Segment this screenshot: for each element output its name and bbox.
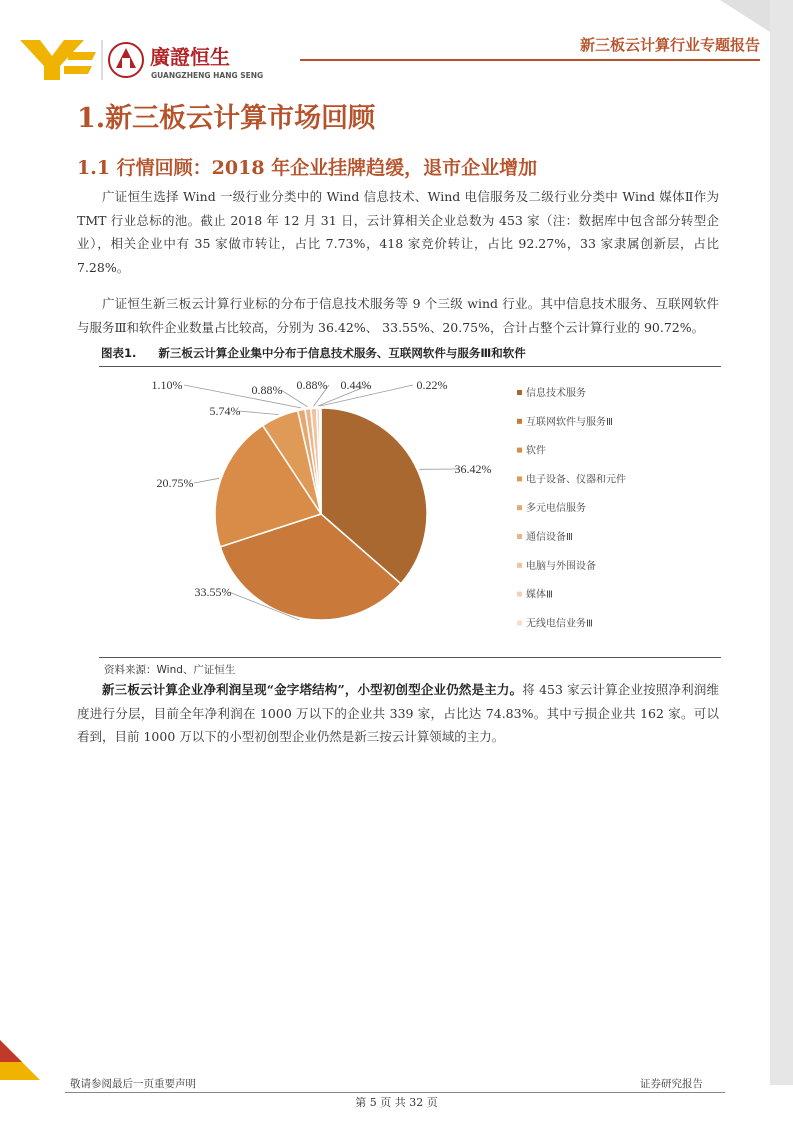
- pie-leader-line: [239, 411, 279, 415]
- pie-leader-line: [184, 385, 301, 408]
- figure-source: 资料来源：Wind、广证恒生: [104, 664, 236, 676]
- legend-label: 信息技术服务: [526, 388, 586, 399]
- pie-data-label: 36.42%: [454, 462, 492, 476]
- legend-label: 电脑与外围设备: [526, 560, 596, 572]
- report-title: 新三板云计算行业专题报告: [579, 36, 760, 54]
- legend-swatch: [517, 620, 522, 625]
- legend-label: 电子设备、仪器和元件: [526, 474, 626, 486]
- legend-label: 软件: [526, 445, 546, 457]
- paragraph-distribution: 广证恒生新三板云计算行业标的分布于信息技术服务等 9 个三级 wind 行业。其中信息技术服务、互联网软件与服务Ⅲ和软件企业数量占比较高，分别为 36.42%、 33.55%、20.75%，合计占整个云计算行业的 90.72%。: [77, 296, 719, 335]
- right-margin-bar: [770, 0, 793, 1085]
- legend-swatch: [517, 505, 522, 510]
- pie-data-label: 5.74%: [209, 404, 241, 418]
- brand-logo: [18, 36, 288, 84]
- brand-en-text: GUANGZHENG HANG SENG: [151, 71, 264, 80]
- footer-band: [0, 1050, 793, 1109]
- pie-data-label: 20.75%: [156, 476, 194, 490]
- paragraph-lead-bold: 新三板云计算企业净利润呈现“金字塔结构”，小型初创型企业仍然是主力。: [102, 682, 523, 697]
- logo-icon: [18, 36, 288, 84]
- footer-disclaimer: 敬请参阅最后一页重要声明: [70, 1078, 196, 1090]
- legend-swatch: [517, 534, 522, 539]
- paragraph-overview: 广证恒生选择 Wind 一级行业分类中的 Wind 信息技术、Wind 电信服务及二级行业分类中 Wind 媒体Ⅱ作为 TMT 行业总标的池。截止 2018 年 12 月 31 日，云计算相关企业总数为 453 家（注：数据库中包含部分转型企业），相关企业中有 35 家做市转让，占比 7.73%，418 家竞价转让，占比 92.27%，33 家隶属创新层，占比 7.28%。: [77, 189, 719, 275]
- legend-swatch: [517, 563, 522, 568]
- pie-data-label: 33.55%: [194, 585, 232, 599]
- legend-swatch: [517, 448, 522, 453]
- legend-label: 通信设备Ⅲ: [526, 532, 573, 543]
- figure-caption: [101, 345, 721, 361]
- footer-corner-icon: [0, 1040, 40, 1080]
- legend-label: 无线电信业务Ⅲ: [526, 618, 593, 630]
- section-heading: 1.新三板云计算市场回顾: [77, 103, 376, 134]
- pie-data-label: 0.22%: [416, 378, 448, 392]
- legend-label: 媒体Ⅲ: [526, 589, 553, 601]
- paragraph-body: 将 453 家云计算企业按照净利润维度进行分层，目前全年净利润在 1000 万以下的企业共 339 家，占比达 74.83%。其中亏损企业共 162 家。可以看到，目前 1000 万以下的小型初创型企业仍然是新三按云计算领域的主力。: [77, 682, 719, 744]
- legend-swatch: [517, 390, 522, 395]
- legend-swatch: [517, 476, 522, 481]
- footer-divider: [65, 1092, 725, 1093]
- corner-fold: [720, 0, 770, 32]
- pie-leader-line: [281, 390, 308, 407]
- pie-data-label: 0.44%: [340, 378, 372, 392]
- page-number: 第 5 页 共 32 页: [355, 1096, 438, 1109]
- subsection-heading: 1.1 行情回顾：2018 年企业挂牌趋缓，退市企业增加: [77, 157, 538, 179]
- brand-cn-text: 廣證恒生: [150, 45, 230, 69]
- figure-number: 图表1.: [101, 346, 137, 360]
- pie-leader-line: [194, 478, 219, 483]
- pie-data-label: 1.10%: [151, 378, 183, 392]
- figure-bottom-rule: [99, 657, 721, 658]
- paragraph-profit-structure: [77, 678, 719, 749]
- figure-title: 新三板云计算企业集中分布于信息技术服务、互联网软件与服务Ⅲ和软件: [158, 346, 526, 360]
- legend-label: 互联网软件与服务Ⅲ: [526, 416, 613, 428]
- pie-chart: [99, 367, 721, 657]
- footer-report-type: 证券研究报告: [640, 1078, 703, 1090]
- legend-swatch: [517, 592, 522, 597]
- pie-data-label: 0.88%: [296, 378, 328, 392]
- pie-data-label: 0.88%: [251, 383, 283, 397]
- legend-swatch: [517, 419, 522, 424]
- legend-label: 多元电信服务: [526, 503, 586, 515]
- header-divider: [300, 59, 760, 61]
